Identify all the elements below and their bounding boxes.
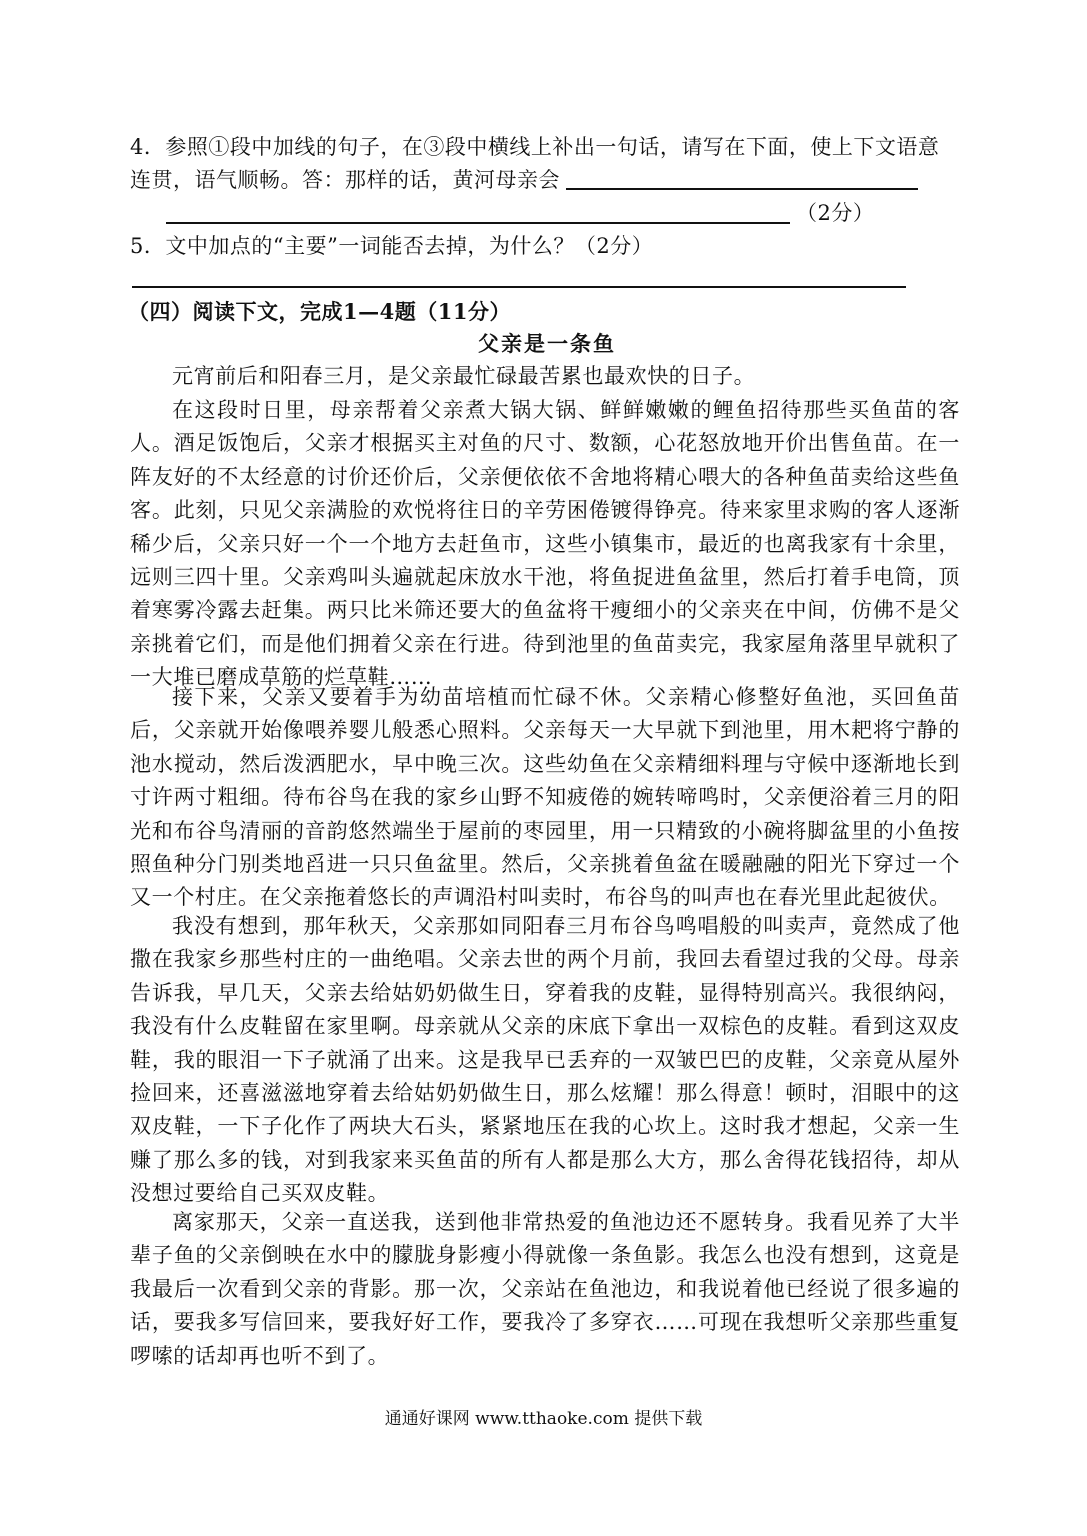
article-paragraph-4: 我没有想到，那年秋天，父亲那如同阳春三月布谷鸟鸣唱般的叫卖声，竟然成了他撒在我家乡那些村庄的一曲绝唱。父亲去世的两个月前，我回去看望过我的父母。母亲告诉我，早几天，父亲去给姑奶奶做生日，穿着我的皮鞋，显得特别高兴。我很纳闷，我没有什么皮鞋留在家里啊。母亲就从父亲的床底下拿出一双棕色的皮鞋。看到这双皮鞋，我的眼泪一下子就涌了出来。这是我早已丢弃的一双皱巴巴的皮鞋，父亲竟从屋外捡回来，还喜滋滋地穿着去给姑奶奶做生日，那么炫耀！那么得意！顿时，泪眼中的这双皮鞋，一下子化作了两块大石头，紧紧地压在我的心坎上。这时我才想起，父亲一生赚了那么多的钱，对到我家来买鱼苗的所有人都是那么大方，那么舍得花钱招待，却从没想过要给自己买双皮鞋。 (130, 914, 960, 1206)
question-4-line-1: 4．参照①段中加线的句子，在③段中横线上补出一句话，请写在下面，使上下文语意 (130, 135, 940, 159)
answer-blank-line-3 (132, 286, 906, 288)
question-4-line-2: 连贯，语气顺畅。答：那样的话，黄河母亲会 (130, 168, 560, 192)
answer-blank-line-2 (166, 222, 790, 224)
article-paragraph-1: 元宵前后和阳春三月，是父亲最忙碌最苦累也最欢快的日子。 (172, 364, 756, 388)
answer-blank-line-1 (566, 188, 918, 190)
article-paragraph-2: 在这段时日里，母亲帮着父亲煮大锅大锅、鲜鲜嫩嫩的鲤鱼招待那些买鱼苗的客人。酒足饭饱后，父亲才根据买主对鱼的尺寸、数额，心花怒放地开价出售鱼苗。在一阵友好的不太经意的讨价还价后，父亲便依依不舍地将精心喂大的各种鱼苗卖给这些鱼客。此刻，只见父亲满脸的欢悦将往日的辛劳困倦镀得铮亮。待来家里求购的客人逐渐稀少后，父亲只好一个一个地方去赶鱼市，这些小镇集市，最近的也离我家有十余里，远则三四十里。父亲鸡叫头遍就起床放水干池，将鱼捉进鱼盆里，然后打着手电筒，顶着寒雾冷露去赶集。两只比米筛还要大的鱼盆将干瘦细小的父亲夹在中间，仿佛不是父亲挑着它们，而是他们拥着父亲在行进。待到池里的鱼苗卖完，我家屋角落里早就积了一大堆已磨成草筋的烂草鞋…… (130, 398, 960, 690)
article-paragraph-3: 接下来，父亲又要着手为幼苗培植而忙碌不休。父亲精心修整好鱼池，买回鱼苗后，父亲就开始像喂养婴儿般悉心照料。父亲每天一大早就下到池里，用木耙将宁静的池水搅动，然后泼洒肥水，早中晚三次。这些幼鱼在父亲精细料理与守候中逐渐地长到寸许两寸粗细。待布谷鸟在我的家乡山野不知疲倦的婉转啼鸣时，父亲便浴着三月的阳光和布谷鸟清丽的音韵悠然端坐于屋前的枣园里，用一只精致的小碗将脚盆里的小鱼按照鱼种分门别类地舀进一只只鱼盆里。然后，父亲挑着鱼盆在暖融融的阳光下穿过一个又一个村庄。在父亲拖着悠长的声调沿村叫卖时，布谷鸟的叫声也在春光里此起彼伏。 (130, 685, 960, 910)
page-footer: 通通好课网 www.tthaoke.com 提供下载 (384, 1409, 703, 1429)
question-4-score: （2分） (796, 201, 875, 225)
question-5: 5．文中加点的“主要”一词能否去掉，为什么？（2分） (130, 234, 654, 258)
article-title: 父亲是一条鱼 (478, 331, 616, 356)
section-heading: （四）阅读下文，完成1—4题（11分） (128, 299, 511, 324)
article-paragraph-5: 离家那天，父亲一直送我，送到他非常热爱的鱼池边还不愿转身。我看见养了大半辈子鱼的父亲倒映在水中的朦胧身影瘦小得就像一条鱼影。我怎么也没有想到，这竟是我最后一次看到父亲的背影。那一次，父亲站在鱼池边，和我说着他已经说了很多遍的话，要我多写信回来，要我好好工作，要我冷了多穿衣……可现在我想听父亲那些重复啰嗦的话却再也听不到了。 (130, 1210, 960, 1368)
